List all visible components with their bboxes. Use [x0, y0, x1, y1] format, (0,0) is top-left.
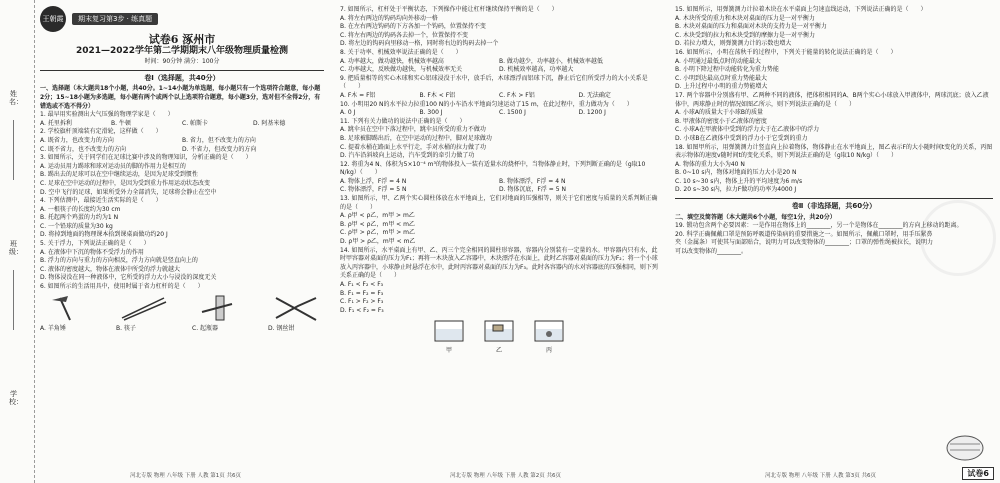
page-1-content [40, 6, 324, 333]
binding-line [13, 270, 14, 330]
answer-option: B. 足球被脚踢出后，在空中运动的过程中，脚对足球做功 [340, 134, 492, 142]
answer-option: A. 物体上浮，F浮 = 4 N [340, 177, 407, 185]
question-stem: 5. 关于浮力，下列说法正确的是（ ） [40, 240, 150, 248]
answer-option: C. 液体的密度越大，物体在液体中所受的浮力就越大 [40, 265, 181, 273]
answer-option: B. F木 < F铝 [419, 91, 456, 99]
answer-option: C. 物体漂浮，F浮 = 5 N [340, 186, 407, 194]
answer-option: B. F₁ = F₂ = F₃ [340, 289, 384, 297]
page-2-content [340, 6, 658, 356]
answer-option: B. 浮力的方向与重力的方向相反，浮力方向就是竖直向上的 [40, 257, 198, 265]
divider [675, 198, 993, 199]
option-group [40, 206, 324, 240]
answer-option: B. 省力，但不改变力的方向 [182, 136, 256, 144]
answer-option: B. ρ甲 < ρ乙，m甲 < m乙 [340, 220, 415, 228]
answer-option: D. 阿基米德 [253, 119, 286, 127]
page-1 [0, 0, 331, 483]
question-list [340, 6, 658, 315]
question-list [675, 6, 993, 195]
question-list [40, 111, 324, 291]
question-stem: 14. 如图所示，水平桌面上有甲、乙、丙三个完全相同的圆柱形容器，容器内分别装有一定量的水。甲容器内只有水，此时甲容器对桌面的压力为F₁；再将一木块放入乙容器中，木块漂浮在水面上，此时乙容器对桌面的压力为F₂；将一个小球放入丙容器中，小球静止时悬浮在水中，此时丙容器对桌面的压力为F₃。此时各容器内的水对容器底的压强相同，则下列关系正确的是（ ） [340, 246, 658, 280]
answer-option: A. 既省力，也改变力的方向 [40, 136, 114, 144]
tool-figures [40, 294, 324, 333]
tool-figure [116, 294, 172, 333]
question-stem: 2. 学校旗杆顶端装有定滑轮，这样做（ ） [40, 128, 162, 136]
page-2 [330, 0, 666, 483]
option-group [340, 281, 658, 315]
divider [40, 70, 324, 71]
face-mask-icon [942, 428, 988, 464]
tool-label: C. 起瓶器 [192, 325, 219, 333]
question-stem: 9. 把质量相等的实心木球和实心铝球浸没于水中，放手后，木球漂浮而铝球下沉，静止后它们所受浮力的大小关系是（ ） [340, 74, 648, 91]
answer-option: C. 功率越大，反映做功越快，与机械效率无关 [340, 66, 463, 74]
answer-option: A. 将左右两边的钩码均向外移动一格 [340, 14, 438, 22]
option-group [40, 163, 324, 197]
answer-option: D. F₁ < F₂ = F₃ [340, 306, 384, 314]
tool-figure [40, 294, 96, 333]
answer-option: A. 小球A的质量大于小球B的质量 [675, 109, 764, 117]
option-group [40, 137, 324, 154]
answer-option: D. 20 s~30 s内，拉力F做功的功率为4000 J [675, 186, 797, 194]
answer-option: D. 无法确定 [578, 91, 611, 99]
answer-option: D. 物体浸没在同一种液体中，它所受的浮力大小与浸没的深度无关 [40, 274, 217, 282]
question-stem: 18. 如图甲所示，用弹簧测力计竖直向上拉着物体，物体静止在水平地面上，图乙表示F的大小随时间t变化的关系，丙图表示物体的速度v随时间t的变化关系，则下列说法正确的是（g取10 N/kg）（ ） [675, 143, 993, 160]
answer-option: C. 小球A在甲液体中受到的浮力大于在乙液体中的浮力 [675, 126, 820, 134]
answer-option: D. 1200 J [578, 109, 606, 117]
question-stem: 12. 将重为4 N、体积为5×10⁻⁴ m³的物体投入一装有适量水的烧杯中，当物体静止时，下列判断正确的是（g取10 N/kg）（ ） [340, 160, 646, 177]
question-20: 20. 科学正确佩戴口罩是预防呼吸道传染病的重要措施之一。如图所示，佩戴口罩时，用手压紧鼻夹（金属条）可使其与面部贴合，说明力可以改变物体的________；口罩的弹性绳被拉长，说明力可以改变物体的________。 [675, 230, 934, 256]
answer-option: A. 物体的重力大小为40 N [675, 160, 745, 168]
section-instructions: 二、填空及简答题（本大题共6个小题，每空1分，共20分） [675, 213, 836, 221]
answer-option: D. 物体沉底，F浮 = 5 N [499, 186, 566, 194]
answer-option: A. ρ甲 < ρ乙，m甲 > m乙 [340, 212, 415, 220]
answer-option: A. 托里拆利 [40, 119, 72, 127]
tool-label: B. 筷子 [116, 325, 136, 333]
answer-option: A. 小明通过最低点时的动能最大 [675, 57, 761, 65]
tool-label: A. 羊角锤 [40, 325, 66, 333]
option-group [675, 161, 993, 195]
tool-figure [268, 294, 324, 333]
question-stem: 1. 最早用实验测出大气压强的物理学家是（ ） [40, 111, 174, 119]
question-stem: 17. 两个容器中分别盛有甲、乙两种不同的液体，把体积相同的A、B两个实心小球放入甲液体中，两球沉底；放入乙液体中，两球静止时的情况如图乙所示，则下列说法正确的是（ ） [675, 91, 989, 108]
question-stem: 16. 如图所示，小明在荡秋千的过程中，下列关于能量的转化说法正确的是（ ） [675, 48, 897, 56]
option-group [675, 58, 993, 92]
container-figure [431, 319, 467, 355]
answer-option: A. 跳伞员在空中下落过程中，跳伞员所受的重力不做功 [340, 126, 486, 134]
pliers-icon [268, 294, 324, 322]
beaker-icon [481, 319, 517, 343]
question-stem: 7. 如图所示，杠杆处于平衡状态，下列操作中能让杠杆继续保持平衡的是（ ） [340, 6, 558, 13]
answer-option: C. 帕斯卡 [182, 119, 209, 127]
answer-option: B. 在左右两边钩码的下方各加一个钩码，位置保持不变 [340, 23, 486, 31]
answer-option: B. 做功越少，功率越小，机械效率越低 [499, 57, 603, 65]
binding-margin [0, 0, 35, 483]
option-group [340, 15, 658, 49]
section-heading: 卷Ⅰ（选择题，共40分） [144, 73, 220, 82]
answer-option: B. 托起两个鸡蛋的力约为1 N [40, 214, 119, 222]
answer-option: C. 1500 J [499, 109, 526, 117]
answer-option: D. 机械效率越高，功率越大 [499, 66, 574, 74]
question-stem: 10. 小明用20 N的水平拉力拉重100 N的小车沿水平地面匀速运动了15 m，在此过程中，重力做功为（ ） [340, 100, 633, 108]
answer-option: A. 运动员用力踢球和球对运动员的脚的作用力是相互的 [40, 162, 186, 170]
answer-option: A. 0 J [340, 109, 356, 117]
answer-option: A. 一根筷子的长度约为30 cm [40, 205, 121, 213]
question-stem: 6. 如图所示的生活用具中，使用时属于省力杠杆的是（ ） [40, 283, 204, 291]
answer-option: B. 0~10 s内，物体对地面的压力大小是20 N [675, 169, 797, 177]
question-stem: 3. 如图所示，关于同学们在足球比赛中涉及的物理知识，分析正确的是（ ） [40, 154, 252, 162]
bottle-opener-icon [192, 294, 248, 322]
option-group [340, 58, 658, 75]
container-figure [481, 319, 517, 355]
paper-tag: 试卷6 [962, 467, 994, 480]
brand-logo: 王朝霞 [40, 6, 66, 32]
answer-option: A. 木块所受的重力和木块对桌面的压力是一对平衡力 [675, 14, 815, 22]
section-heading: 卷Ⅱ（非选择题，共60分） [791, 202, 877, 211]
beaker-icon [531, 319, 567, 343]
binding-label-name: 姓名： [9, 90, 23, 106]
answer-option: D. 汽车沿斜坡向上运动，汽车受到的牵引力做了功 [340, 152, 475, 160]
container-figures [340, 319, 658, 355]
answer-option: D. 将掉到地面的物理课本拾到课桌面做功约20 J [40, 231, 168, 239]
header-box [40, 6, 324, 32]
question-stem: 11. 下列有关力做功的说法中正确的是（ ） [340, 117, 466, 125]
page-footer: 河北专版 物理 八年级 下册 人教 第2页 共6页 [450, 473, 561, 479]
answer-option: C. F₁ > F₂ > F₃ [340, 298, 384, 306]
option-group [340, 178, 658, 195]
binding-line [13, 120, 14, 180]
page-3 [665, 0, 1000, 483]
answer-option: C. 提着水桶在路面上水平行走，手对水桶的拉力做了功 [340, 143, 487, 151]
answer-option: B. 踢出去的足球可以在空中继续运动，是因为足球受到惯性 [40, 171, 198, 179]
answer-option: D. 上升过程中小明的重力势能增大 [675, 83, 768, 91]
answer-option: C. ρ甲 > ρ乙，m甲 > m乙 [340, 229, 415, 237]
answer-option: C. F木 > F铝 [499, 91, 535, 99]
option-group [340, 126, 658, 160]
answer-option: A. F₁ < F₂ < F₃ [340, 281, 384, 288]
container-figure [531, 319, 567, 355]
answer-option: B. 小明下降过程中动能转化为重力势能 [675, 66, 779, 74]
page-3-content [675, 6, 993, 257]
figure-label: 丙 [545, 346, 552, 354]
answer-option: C. 足球在空中运动的过程中，是因为受到重力作用运动状态改变 [40, 179, 211, 187]
hammer-icon [40, 294, 96, 322]
binding-label-class: 班级： [9, 240, 23, 256]
answer-option: D. 空中飞行的足球，如果所受外力全部消失，足球将会静止在空中 [40, 188, 217, 196]
question-stem: 13. 如图所示，甲、乙两个实心圆柱体放在水平地面上，它们对地面的压强相等，则关于它们密度与质量的关系判断正确的是（ ） [340, 195, 658, 211]
review-banner: 期末复习第3步 · 练真题 [72, 13, 158, 26]
answer-option: A. 功率越大，做功越快，机械效率越高 [340, 57, 444, 65]
answer-option: B. 300 J [419, 109, 443, 117]
option-group [675, 109, 993, 143]
answer-option: D. ρ甲 > ρ乙，m甲 < m乙 [340, 238, 416, 246]
answer-option: B. 物体漂浮，F浮 = 4 N [499, 177, 566, 185]
answer-option: B. 牛顿 [111, 119, 131, 127]
answer-option: B. 甲液体的密度小于乙液体的密度 [675, 117, 767, 125]
page-footer: 河北专版 物理 八年级 下册 人教 第1页 共6页 [130, 473, 241, 479]
question-19: 19. 锻功包含两个必要因素：一是作用在物体上的________，另一个是物体在________的方向上移动的距离。 [675, 222, 963, 230]
paper-meta: 时间：90分钟 满分：100分 [144, 58, 220, 66]
figure-label: 乙 [495, 346, 502, 354]
answer-option: B. 木块对桌面的压力和桌面对木块的支持力是一对平衡力 [675, 23, 827, 31]
answer-option: C. 将左右两边的钩码各去掉一个，位置保持不变 [340, 31, 469, 39]
option-group [340, 92, 658, 101]
figure-label: 甲 [445, 346, 452, 354]
answer-option: C. 一个铅球的质量为30 kg [40, 222, 113, 230]
question-stem: 4. 下列估测中，最接近生活实际的是（ ） [40, 197, 162, 205]
answer-option: D. 小球B在乙液体中受到的浮力小于它受到的重力 [675, 134, 808, 142]
question-stem: 8. 关于功率、机械效率说法正确的是（ ） [340, 48, 462, 56]
answer-option: C. 10 s~30 s内，物体上升的平均速度为6 m/s [675, 177, 803, 185]
answer-option: D. 若拉力增大，则弹簧测力计的示数也增大 [675, 40, 792, 48]
question-stem: 15. 如图所示，用弹簧测力计拉着木块在水平桌面上匀速直线运动，下列说法正确的是（ ） [675, 6, 927, 13]
beaker-icon [431, 319, 467, 343]
answer-option: D. 将左边的钩码向里移动一格，同时将右边的钩码去掉一个 [340, 40, 499, 48]
answer-option: C. 既不省力，也不改变力的方向 [40, 145, 127, 153]
paper-title: 试卷6 涿州市 [148, 33, 216, 46]
chopsticks-icon [116, 294, 172, 322]
option-group [40, 249, 324, 283]
answer-option: A. 在液体中下沉的物体不受浮力的作用 [40, 248, 144, 256]
tool-label: D. 钢丝钳 [268, 325, 295, 333]
option-group [675, 15, 993, 49]
answer-option: D. 不省力，但改变力的方向 [182, 145, 257, 153]
paper-subtitle: 2021—2022学年第二学期期末八年级物理质量检测 [75, 45, 289, 56]
option-group [340, 109, 658, 118]
answer-option: A. F木 = F铝 [340, 91, 376, 99]
tool-figure [192, 294, 248, 333]
page-footer: 河北专版 物理 八年级 下册 人教 第3页 共6页 [765, 473, 876, 479]
answer-option: C. 小明到达最高点时重力势能最大 [675, 74, 768, 82]
option-group [340, 212, 658, 246]
answer-option: C. 木块受到的拉力和木块受到的摩擦力是一对平衡力 [675, 31, 816, 39]
section-instructions: 一、选择题（本大题共18个小题，共40分。1~14小题为单选题，每小题只有一个选项符合题意，每小题2分；15~18小题为多选题，每小题有两个或两个以上选项符合题意，每小题3分，选对但不全得2分，有错选或不选不得分） [40, 85, 321, 110]
binding-label-school: 学校： [9, 390, 23, 406]
